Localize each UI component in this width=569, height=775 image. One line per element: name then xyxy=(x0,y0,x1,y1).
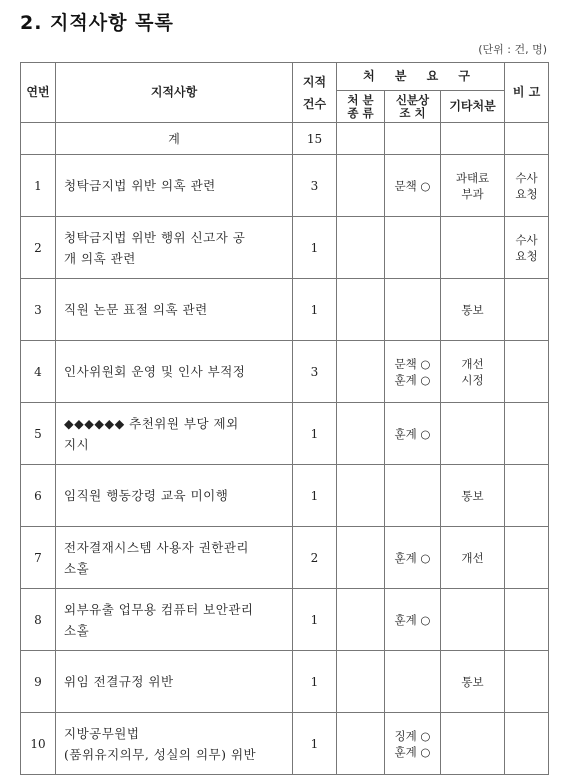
row-personnel-line: 훈계 ○ xyxy=(394,372,431,387)
row-personnel xyxy=(385,155,441,217)
row-other xyxy=(441,527,505,589)
row-number: 3 xyxy=(21,279,56,341)
row-item-line: 지시 xyxy=(64,436,90,452)
row-remarks xyxy=(505,217,549,279)
row-remarks-line: 수사 xyxy=(515,170,538,185)
table-row xyxy=(21,217,549,279)
header-remarks: 비 고 xyxy=(505,63,549,123)
row-item-line: 개 의혹 관련 xyxy=(64,250,136,266)
row-number: 5 xyxy=(21,403,56,465)
row-number: 4 xyxy=(21,341,56,403)
row-remarks-line: 요청 xyxy=(515,186,538,201)
row-item-line: 지방공무원법 xyxy=(64,725,140,741)
header-count-line2: 건수 xyxy=(302,96,327,111)
header-other: 기타처분 xyxy=(441,91,505,123)
row-item xyxy=(56,341,293,403)
row-other-line: 통보 xyxy=(461,674,484,689)
row-personnel-line: 훈계 ○ xyxy=(394,744,431,759)
table-row xyxy=(21,341,549,403)
row-other-line: 개선 xyxy=(461,550,484,565)
row-disposition xyxy=(337,341,385,403)
row-other xyxy=(441,155,505,217)
row-personnel xyxy=(385,713,441,775)
total-other-cell xyxy=(441,123,505,155)
row-disposition xyxy=(337,589,385,651)
row-disposition xyxy=(337,527,385,589)
header-action: 처 분 요 구 xyxy=(337,63,505,91)
row-personnel-line: 문책 ○ xyxy=(394,356,431,371)
row-count: 1 xyxy=(293,403,337,465)
row-remarks xyxy=(505,403,549,465)
row-personnel-line: 훈계 ○ xyxy=(394,426,431,441)
row-item-line: 소홀 xyxy=(64,622,90,638)
header-item: 지적사항 xyxy=(56,63,293,123)
total-disposition-cell xyxy=(337,123,385,155)
row-personnel xyxy=(385,403,441,465)
row-item-line: (품위유지의무, 성실의 의무) 위반 xyxy=(64,746,257,762)
row-item-line: 청탁금지법 위반 행위 신고자 공 xyxy=(64,229,246,245)
total-no-cell xyxy=(21,123,56,155)
row-count: 2 xyxy=(293,527,337,589)
row-remarks xyxy=(505,155,549,217)
row-remarks-line: 요청 xyxy=(515,248,538,263)
row-personnel-line: 문책 ○ xyxy=(394,178,431,193)
row-disposition xyxy=(337,279,385,341)
row-item xyxy=(56,279,293,341)
row-other-line: 과태료 xyxy=(455,170,490,185)
row-item-line: 위임 전결규정 위반 xyxy=(64,674,174,689)
total-row xyxy=(21,123,549,155)
row-remarks xyxy=(505,589,549,651)
row-count: 1 xyxy=(293,217,337,279)
row-other xyxy=(441,279,505,341)
total-personnel-cell xyxy=(385,123,441,155)
row-count: 1 xyxy=(293,279,337,341)
row-other-line: 통보 xyxy=(461,302,484,317)
page-title: 2. 지적사항 목록 xyxy=(20,12,174,34)
row-other-line: 시정 xyxy=(461,372,484,387)
header-personnel-line1: 신분상 xyxy=(395,92,430,107)
row-number: 2 xyxy=(21,217,56,279)
row-count: 3 xyxy=(293,341,337,403)
row-remarks xyxy=(505,341,549,403)
row-item xyxy=(56,155,293,217)
table-row xyxy=(21,279,549,341)
row-item-line: 인사위원회 운영 및 인사 부적정 xyxy=(64,364,246,379)
total-count: 15 xyxy=(293,123,337,155)
row-remarks xyxy=(505,651,549,713)
row-personnel xyxy=(385,651,441,713)
row-number: 1 xyxy=(21,155,56,217)
table-row xyxy=(21,465,549,527)
row-personnel-line: 훈계 ○ xyxy=(394,550,431,565)
row-disposition xyxy=(337,155,385,217)
row-remarks-line: 수사 xyxy=(515,232,538,247)
row-count: 1 xyxy=(293,651,337,713)
findings-table xyxy=(20,62,549,775)
total-label: 계 xyxy=(56,123,293,155)
header-personnel xyxy=(385,91,441,123)
row-personnel xyxy=(385,465,441,527)
row-personnel xyxy=(385,341,441,403)
row-other xyxy=(441,217,505,279)
row-number: 8 xyxy=(21,589,56,651)
unit-note: (단위 : 건, 명) xyxy=(478,43,547,56)
row-other xyxy=(441,589,505,651)
row-item xyxy=(56,589,293,651)
row-personnel xyxy=(385,279,441,341)
table-row xyxy=(21,651,549,713)
table-row xyxy=(21,403,549,465)
total-remarks-cell xyxy=(505,123,549,155)
header-no: 연번 xyxy=(21,63,56,123)
row-number: 6 xyxy=(21,465,56,527)
row-other xyxy=(441,465,505,527)
table-row xyxy=(21,527,549,589)
row-remarks xyxy=(505,465,549,527)
row-disposition xyxy=(337,465,385,527)
header-row-1 xyxy=(21,63,549,91)
row-item xyxy=(56,465,293,527)
row-other xyxy=(441,713,505,775)
header-disposition-line1: 처 분 xyxy=(347,92,374,107)
row-count: 1 xyxy=(293,589,337,651)
row-count: 3 xyxy=(293,155,337,217)
row-disposition xyxy=(337,217,385,279)
row-other-line: 개선 xyxy=(461,356,484,371)
row-personnel-line: 징계 ○ xyxy=(394,728,431,743)
row-personnel xyxy=(385,527,441,589)
row-other-line: 통보 xyxy=(461,488,484,503)
row-disposition xyxy=(337,651,385,713)
row-personnel-line: 훈계 ○ xyxy=(394,612,431,627)
row-other-line: 부과 xyxy=(461,186,484,201)
row-other xyxy=(441,341,505,403)
row-count: 1 xyxy=(293,713,337,775)
row-number: 10 xyxy=(21,713,56,775)
row-item xyxy=(56,403,293,465)
header-disposition xyxy=(337,91,385,123)
row-item-line: 청탁금지법 위반 의혹 관련 xyxy=(64,178,216,193)
header-personnel-line2: 조 치 xyxy=(399,105,426,120)
row-item-line: 전자결재시스템 사용자 권한관리 xyxy=(64,539,249,555)
header-disposition-line2: 종 류 xyxy=(347,105,374,120)
header-count xyxy=(293,63,337,123)
header-count-line1: 지적 xyxy=(302,74,327,89)
row-item xyxy=(56,713,293,775)
row-item xyxy=(56,527,293,589)
row-remarks xyxy=(505,527,549,589)
row-remarks xyxy=(505,713,549,775)
row-remarks xyxy=(505,279,549,341)
row-number: 9 xyxy=(21,651,56,713)
row-other xyxy=(441,403,505,465)
row-item-line: 임직원 행동강령 교육 미이행 xyxy=(64,488,229,503)
row-item xyxy=(56,217,293,279)
row-item-line: 외부유출 업무용 컴퓨터 보안관리 xyxy=(64,601,254,617)
row-item-line: 소홀 xyxy=(64,560,90,576)
row-personnel xyxy=(385,217,441,279)
table-row xyxy=(21,155,549,217)
table-row xyxy=(21,589,549,651)
row-item xyxy=(56,651,293,713)
row-item-line: ◆◆◆◆◆◆ 추천위원 부당 제외 xyxy=(64,415,239,431)
row-personnel xyxy=(385,589,441,651)
row-disposition xyxy=(337,713,385,775)
row-other xyxy=(441,651,505,713)
row-item-line: 직원 논문 표절 의혹 관련 xyxy=(64,302,208,317)
row-count: 1 xyxy=(293,465,337,527)
row-disposition xyxy=(337,403,385,465)
table-row xyxy=(21,713,549,775)
row-number: 7 xyxy=(21,527,56,589)
